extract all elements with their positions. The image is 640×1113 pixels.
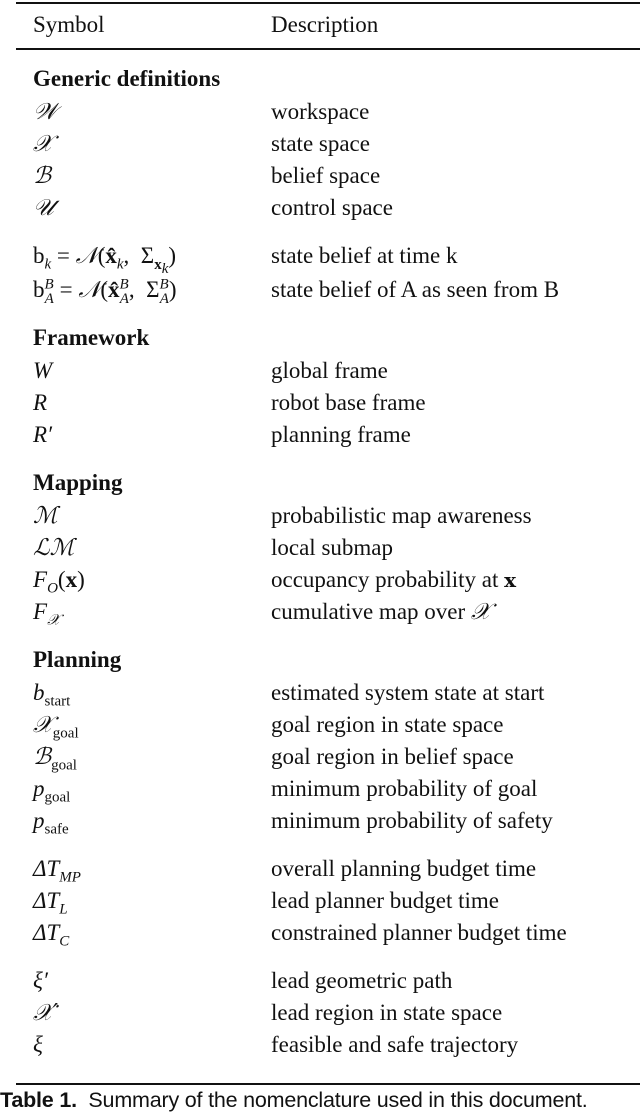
symbol-robot-base-frame: R xyxy=(33,390,48,415)
column-header-description: Description xyxy=(271,12,379,37)
description: lead planner budget time xyxy=(271,888,500,913)
description: feasible and safe trajectory xyxy=(271,1032,519,1057)
description: probabilistic map awareness xyxy=(271,503,532,528)
table-row xyxy=(0,500,640,532)
caption-text: Summary of the nomenclature used in this document. xyxy=(88,1088,588,1112)
symbol-control-space: 𝒰 xyxy=(33,195,54,221)
description: cumulative map over 𝒳 xyxy=(271,599,491,625)
symbol-xi-prime: ξ′ xyxy=(33,968,48,993)
section-title-generic: Generic definitions xyxy=(33,66,221,91)
symbol-workspace: 𝒲 xyxy=(33,99,58,125)
table-row xyxy=(0,997,640,1029)
symbol-state-belief-a-from-b: $b^B_A$ = 𝒩(x̂$^B_A$, $\Sigma^B_A$) xyxy=(33,276,177,307)
description: planning frame xyxy=(271,422,411,447)
table-row xyxy=(0,805,640,837)
description: local submap xyxy=(271,535,393,560)
header-rule xyxy=(16,48,640,50)
description: state belief of A as seen from B xyxy=(271,277,560,302)
description: goal region in state space xyxy=(271,712,504,737)
symbol-delta-t-mp: $\Delta T_{MP}$ xyxy=(33,856,81,886)
bottom-rule xyxy=(16,1083,640,1085)
top-rule xyxy=(16,2,640,4)
description: constrained planner budget time xyxy=(271,920,567,945)
table-row xyxy=(0,917,640,949)
table-row xyxy=(0,387,640,419)
table-row xyxy=(0,532,640,564)
symbol-local-submap: ℒℳ xyxy=(33,535,75,561)
description: robot base frame xyxy=(271,390,426,415)
symbol-state-belief: $b_k$ = $𝒩(x̂_k$, $\Sigma_{x_k}$) xyxy=(33,243,177,277)
symbol-xi: ξ xyxy=(33,1032,43,1057)
section-title-planning: Planning xyxy=(33,647,122,672)
section-title-mapping: Mapping xyxy=(33,470,123,495)
table-row xyxy=(0,355,640,387)
table-row xyxy=(0,1029,640,1061)
symbol-cumulative-map: $F_𝒳$ xyxy=(33,599,60,629)
table-row xyxy=(0,853,640,885)
table-row xyxy=(0,677,640,709)
description: occupancy probability at x xyxy=(271,567,517,592)
symbol-b-goal: ℬ$_{goal}$ xyxy=(33,744,77,774)
caption-label: Table 1. xyxy=(0,1088,77,1112)
description: minimum probability of safety xyxy=(271,808,553,833)
description: belief space xyxy=(271,163,381,188)
table-row xyxy=(0,192,640,224)
symbol-p-goal: $p_{goal}$ xyxy=(33,776,71,806)
symbol-belief-space: ℬ xyxy=(33,163,52,189)
symbol-delta-t-l: $\Delta T_L$ xyxy=(33,888,68,918)
table-row xyxy=(0,419,640,451)
table-row xyxy=(0,596,640,628)
description: goal region in belief space xyxy=(271,744,514,769)
description: estimated system state at start xyxy=(271,680,545,705)
description: overall planning budget time xyxy=(271,856,537,881)
symbol-global-frame: W xyxy=(33,358,53,383)
description: control space xyxy=(271,195,393,220)
table-caption xyxy=(0,1087,588,1113)
symbol-map-awareness: ℳ xyxy=(33,503,58,529)
table-row xyxy=(0,240,640,277)
description: state belief at time k xyxy=(271,243,458,268)
description: lead region in state space xyxy=(271,1000,503,1025)
symbol-state-space: 𝒳 xyxy=(33,131,53,157)
table-row xyxy=(0,965,640,997)
table-row xyxy=(0,128,640,160)
table-row xyxy=(0,274,640,306)
symbol-b-start: $b_{start}$ xyxy=(33,680,71,710)
table-row xyxy=(0,741,640,773)
symbol-occupancy-probability: $F_O(x)$ xyxy=(33,567,85,597)
table-row xyxy=(0,96,640,128)
section-title-framework: Framework xyxy=(33,325,150,350)
table-row xyxy=(0,885,640,917)
symbol-p-safe: $p_{safe}$ xyxy=(33,808,69,838)
description: lead geometric path xyxy=(271,968,453,993)
description: global frame xyxy=(271,358,388,383)
description: workspace xyxy=(271,99,370,124)
symbol-x-goal: 𝒳$_{goal}$ xyxy=(33,712,79,742)
table-row xyxy=(0,773,640,805)
symbol-delta-t-c: $\Delta T_C$ xyxy=(33,920,70,950)
symbol-x-prime: 𝒳′ xyxy=(33,1000,59,1026)
description: minimum probability of goal xyxy=(271,776,538,801)
table-row xyxy=(0,564,640,596)
description: state space xyxy=(271,131,370,156)
table-row xyxy=(0,709,640,741)
table-row xyxy=(0,160,640,192)
column-header-symbol: Symbol xyxy=(33,12,105,37)
symbol-planning-frame: R′ xyxy=(33,422,53,447)
